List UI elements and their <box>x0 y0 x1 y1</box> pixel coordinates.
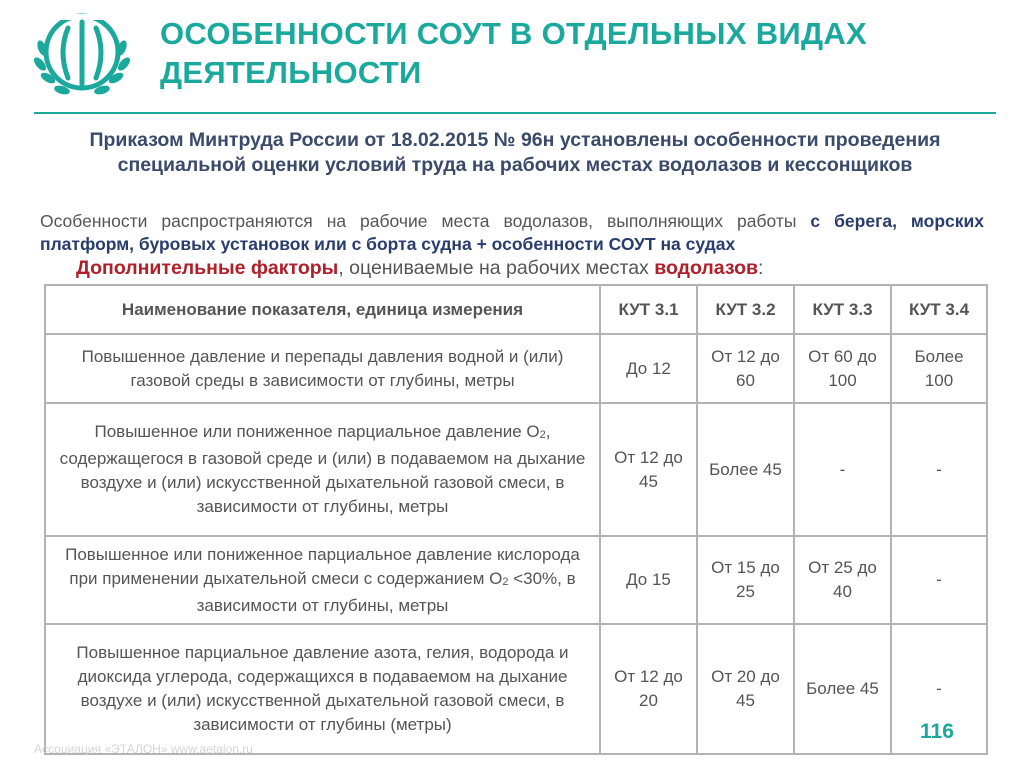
indicator-text-a: Повышенное или пониженное парциальное давление кислорода при применении дыхательной смеси с содержанием О <box>65 544 580 588</box>
value-cell: Более 100 <box>891 334 987 403</box>
factors-table <box>44 284 988 755</box>
header-indicator: Наименование показателя, единица измерения <box>45 285 600 334</box>
value-cell: До 12 <box>600 334 697 403</box>
value-cell: От 60 до 100 <box>794 334 891 403</box>
indicator-text-b: <30%, в зависимости от глубины, метры <box>196 568 576 615</box>
footer-watermark: Ассоциация «ЭТАЛОН» www.aetalon.ru <box>34 742 253 756</box>
subscript: 2 <box>502 575 509 588</box>
indicator-cell: Повышенное давление и перепады давления водной и (или) газовой среды в зависимости от глубины, метры <box>45 334 600 403</box>
scope-paragraph <box>40 210 984 256</box>
value-cell: От 25 до 40 <box>794 536 891 624</box>
table-row <box>45 624 987 754</box>
indicator-cell <box>45 536 600 624</box>
value-cell: От 12 до 20 <box>600 624 697 754</box>
table-row <box>45 403 987 536</box>
value-cell: - <box>891 403 987 536</box>
factors-middle: , оцениваемые на рабочих местах <box>338 257 655 279</box>
factors-label: Дополнительные факторы <box>76 257 339 279</box>
order-subtitle: Приказом Минтруда России от 18.02.2015 № 96н установлены особенности проведения специальной оценки условий труда на рабочих местах водолазов и кессонщиков <box>89 129 941 176</box>
value-cell: До 15 <box>600 536 697 624</box>
scope-text: Особенности распространяются на рабочие места водолазов, выполняющих работы <box>40 211 811 231</box>
slide-title: ОСОБЕННОСТИ СОУТ В ОТДЕЛЬНЫХ ВИДАХ ДЕЯТЕЛЬНОСТИ <box>160 16 868 90</box>
value-cell: - <box>891 624 987 754</box>
table-header-row <box>45 285 987 334</box>
table-row <box>45 536 987 624</box>
subscript: 2 <box>539 429 546 441</box>
indicator-text-b: , содержащегося в газовой среде и (или) в подаваемом на дыхание воздухе и (или) искусственной дыхательной газовой смеси, в зависимости от глубины, метры <box>59 422 586 516</box>
indicator-text-a: Повышенное или пониженное парциальное давление О <box>94 422 540 441</box>
value-cell: От 12 до 45 <box>600 403 697 536</box>
title-divider <box>34 112 996 114</box>
header-kut-3-4: КУТ 3.4 <box>891 285 987 334</box>
wreath-logo-icon <box>28 8 136 104</box>
header-kut-3-1: КУТ 3.1 <box>600 285 697 334</box>
value-cell: От 15 до 25 <box>697 536 794 624</box>
page-number: 116 <box>920 720 954 743</box>
value-cell: Более 45 <box>794 624 891 754</box>
scope-highlight: с берега, морских платформ, буровых установок или с борта судна + особенности СОУТ на судах <box>40 211 984 254</box>
value-cell: От 20 до 45 <box>697 624 794 754</box>
indicator-cell: Повышенное парциальное давление азота, гелия, водорода и диоксида углерода, содержащихся в подаваемом на дыхание воздухе и (или) искусственной дыхательной газовой смеси, в зависимости от глубины (метры) <box>45 624 600 754</box>
table-row <box>45 334 987 403</box>
header-kut-3-2: КУТ 3.2 <box>697 285 794 334</box>
factors-heading <box>76 256 976 281</box>
value-cell: - <box>891 536 987 624</box>
value-cell: От 12 до 60 <box>697 334 794 403</box>
header-kut-3-3: КУТ 3.3 <box>794 285 891 334</box>
indicator-cell <box>45 403 600 536</box>
factors-end: : <box>757 257 764 279</box>
value-cell: Более 45 <box>697 403 794 536</box>
factors-divers: водолазов <box>654 257 758 279</box>
value-cell: - <box>794 403 891 536</box>
